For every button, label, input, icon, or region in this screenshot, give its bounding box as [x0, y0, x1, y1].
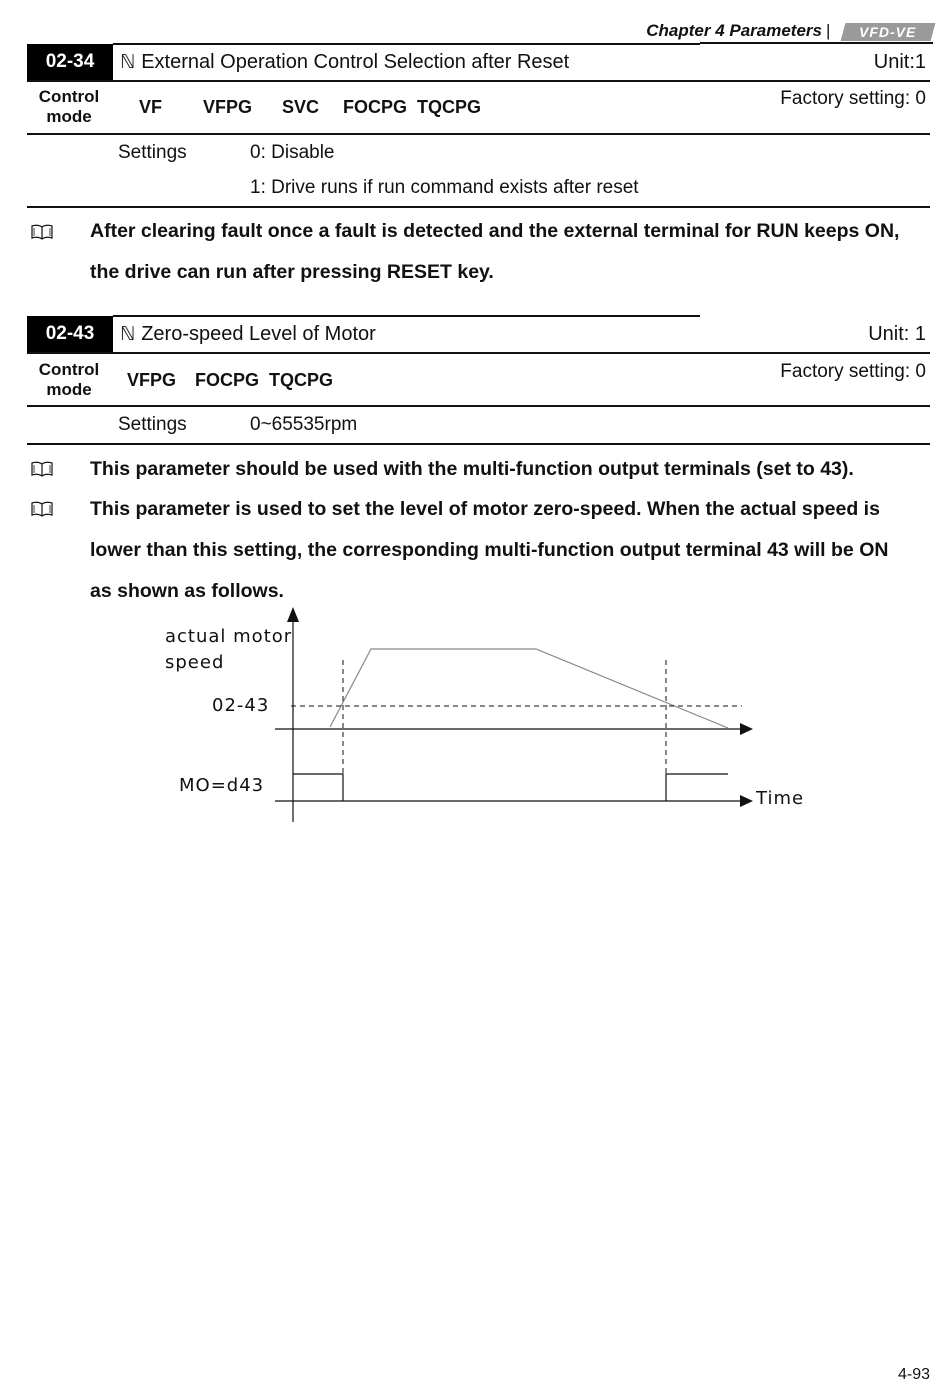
param-header-02-34: [27, 44, 930, 80]
brand-logo: [841, 23, 936, 41]
setting-value: 1: Drive runs if run command exists after reset: [250, 177, 639, 198]
param-02-34-rule-2: [27, 133, 930, 135]
factory-setting: Factory setting: 0: [780, 361, 926, 382]
param-02-43-rule-3: [27, 443, 930, 445]
speed-curve: [330, 649, 728, 728]
pen-icon: ℕ: [120, 51, 136, 73]
page-number: 4-93: [897, 1366, 930, 1383]
y-label-line2: speed: [165, 652, 225, 673]
output-pulse-start: [293, 774, 343, 801]
param-unit: Unit:1: [873, 50, 926, 73]
time-label: Time: [756, 788, 805, 809]
note-text: This parameter should be used with the multi-function output terminals (set to 43).: [90, 458, 854, 480]
mode-vfpg: VFPG: [203, 97, 253, 117]
control-mode-label-line2: mode: [46, 380, 92, 399]
pen-icon: ℕ: [120, 323, 136, 345]
level-label: 02-43: [212, 695, 270, 716]
param-title-text: Zero-speed Level of Motor: [141, 322, 376, 345]
mode-focpg: FOCPG: [195, 370, 260, 390]
y-label-line1: actual motor: [165, 626, 293, 647]
mode-focpg: FOCPG: [343, 97, 408, 117]
header-separator: |: [826, 21, 831, 40]
param-title-text: External Operation Control Selection after Reset: [141, 50, 570, 73]
output-label: MO=d43: [179, 775, 265, 796]
param-unit: Unit: 1: [868, 322, 926, 345]
mode-vfpg: VFPG: [127, 370, 177, 390]
param-code: 02-43: [27, 316, 113, 352]
mode-tqcpg: TQCPG: [417, 97, 482, 117]
control-mode-label-line1: Control: [38, 87, 100, 106]
settings-label: Settings: [118, 142, 187, 163]
book-icon: [31, 501, 53, 517]
brand-logo-text: VFD-VE: [859, 24, 917, 40]
control-mode-label: [27, 360, 111, 400]
book-icon: [31, 461, 53, 477]
chapter-title: Chapter 4 Parameters: [646, 21, 822, 40]
note-text: lower than this setting, the corresponding multi-function output terminal 43 will be ON: [90, 539, 889, 561]
note-text: the drive can run after pressing RESET key.: [90, 261, 494, 283]
param-header-02-43: [27, 316, 930, 352]
control-mode-label-line2: mode: [46, 107, 92, 126]
note-text: After clearing fault once a fault is detected and the external terminal for RUN keeps ON,: [90, 220, 900, 242]
param-title: [120, 44, 569, 80]
book-icon: [31, 224, 53, 240]
mode-tqcpg: TQCPG: [269, 370, 334, 390]
setting-value: 0~65535rpm: [250, 414, 358, 435]
note-text: This parameter is used to set the level of motor zero-speed. When the actual speed is: [90, 498, 880, 520]
output-pulse-end: [666, 774, 728, 801]
factory-setting: Factory setting: 0: [780, 88, 926, 109]
param-02-34-rule-1: [27, 80, 930, 82]
note-text: as shown as follows.: [90, 580, 284, 602]
settings-label: Settings: [118, 414, 187, 435]
y-axis-arrow: [287, 607, 299, 622]
param-code: 02-34: [27, 44, 113, 80]
param-02-43-rule-2: [27, 405, 930, 407]
control-mode-label: [27, 87, 111, 127]
param-02-43-rule-1: [27, 352, 930, 354]
mode-vf: VF: [139, 97, 163, 117]
param-title: [120, 316, 376, 352]
param-02-34-rule-3: [27, 206, 930, 208]
speed-x-axis-arrow: [740, 723, 753, 735]
time-axis-arrow: [740, 795, 753, 807]
mode-svc: SVC: [282, 97, 320, 117]
zero-speed-diagram: [150, 600, 830, 840]
setting-value: 0: Disable: [250, 142, 335, 163]
control-mode-label-line1: Control: [38, 360, 100, 379]
